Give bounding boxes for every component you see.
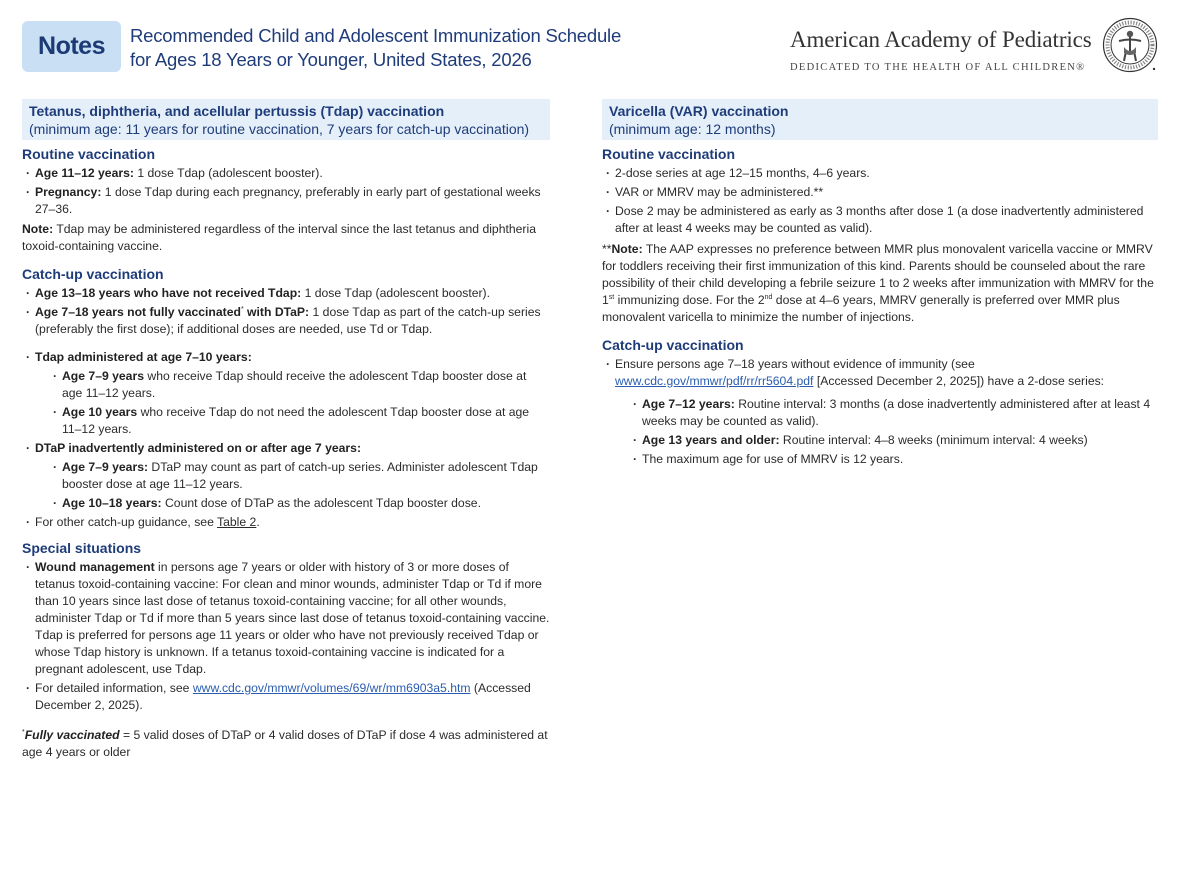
notes-badge: Notes [22,21,121,72]
list-item: · VAR or MMRV may be administered.** [602,184,1158,201]
group-label: Tdap administered at age 7–10 years: [35,350,252,364]
list-item [49,404,550,438]
list-item [49,459,550,493]
item-label: Wound management [35,560,155,574]
ordinal-suffix: nd [764,293,773,301]
item-label: Age 11–12 years: [35,166,134,180]
footnote-marker: * [22,728,25,736]
note-label: Note: [22,222,54,236]
varicella-title: Varicella (VAR) vaccination [609,103,789,119]
varicella-section [602,99,1158,468]
cdc-rr5604-link[interactable]: www.cdc.gov/mmwr/pdf/rr/rr5604.pdf [615,374,814,388]
list-item [49,368,550,402]
item-text: in persons age 7 years or older with history of 3 or more doses of tetanus toxoid-containing vaccine: For clean and minor wounds, administer Tdap or Td if more than 10 years since last dose of tetanus toxoid-containing vaccine; for all other wounds, administer Tdap or Td if more than 5 years since last dose of tetanus toxoid-containing vaccine. Tdap is preferred for persons age 11 years or older who have not previously received Tdap or whose Tdap history is unknown. If a tetanus toxoid-containing vaccine is indicated for a pregnant adolescent, use Tdap. [35,560,550,676]
tdap-catchup-groups [22,349,550,531]
tdap-subtitle: (minimum age: 11 years for routine vaccination, 7 years for catch-up vaccination) [29,121,530,137]
list-item [22,349,550,438]
list-item [22,680,550,714]
item-text: [Accessed December 2, 2025]) have a 2-dose series: [813,374,1105,388]
item-text: . [256,515,260,529]
item-text: For detailed information, see [35,681,193,695]
item-text: 1 dose Tdap (adolescent booster). [133,166,323,180]
list-item: · Dose 2 may be administered as early as 3 months after dose 1 (a dose inadvertently administered after at least 4 weeks may be counted as valid). [602,203,1158,237]
item-label: Age 13 years and older: [642,433,780,447]
item-text: DTaP may count as part of catch-up series. Administer adolescent Tdap booster dose at age 11–12 years. [62,460,538,491]
item-label: Age 7–9 years [62,369,144,383]
footnote-label: Fully vaccinated [24,728,120,742]
item-text: 1 dose Tdap as part of the catch-up series (preferably the first dose); if additional doses are needed, use Td or Tdap. [35,305,541,336]
list-item [22,440,550,512]
nested-list [629,396,1158,468]
table-2-link[interactable]: Table 2 [217,515,257,529]
list-item [22,514,550,531]
item-text: who receive Tdap do not need the adolescent Tdap booster dose at age 11–12 years. [62,405,530,436]
list-item [629,396,1158,430]
tdap-routine-heading: Routine vaccination [22,146,156,162]
title-line-1: Recommended Child and Adolescent Immunization Schedule [130,25,622,46]
document-title [130,24,621,72]
note-text: The AAP expresses no preference between MMR plus monovalent varicella vaccine or MMRV for toddlers receiving their first immunization of this kind. Parents should be counseled about the rare possibility of their child developing a febrile seizure 1 to 2 weeks after immunization with MMRV for the 1 [602,242,1154,307]
org-tagline: DEDICATED TO THE HEALTH OF ALL CHILDREN® [790,62,1086,73]
item-text: who receive Tdap should receive the adolescent Tdap booster dose at age 11–12 years. [62,369,527,400]
item-label: Age 10–18 years: [62,496,162,510]
list-item [22,285,550,302]
list-item: · 2-dose series at age 12–15 months, 4–6 years. [602,165,1158,182]
tdap-footnote [22,727,550,761]
footnote-marker: ** [602,242,612,256]
group-label: DTaP inadvertently administered on or after age 7 years: [35,441,362,455]
tdap-routine-note [22,221,550,255]
tdap-routine-list [22,165,550,218]
item-label: with DTaP: [243,305,310,319]
list-item [629,451,1158,468]
cdc-mmwr-link[interactable]: www.cdc.gov/mmwr/volumes/69/wr/mm6903a5.htm [192,681,471,695]
list-item [22,165,550,182]
tdap-catchup-list [22,285,550,338]
varicella-catchup-heading: Catch-up vaccination [602,337,744,353]
item-text: 1 dose Tdap during each pregnancy, preferably in early part of gestational weeks 27–36. [35,185,541,216]
item-text: The maximum age for use of MMRV is 12 years. [642,452,904,466]
item-text: (Accessed December 2, 2025). [35,681,531,712]
title-line-2: for Ages 18 Years or Younger, United States, 2026 [130,49,532,70]
tdap-section-header [22,99,550,140]
footnote-marker: * [240,305,244,313]
varicella-catchup-list [602,356,1158,468]
list-item [602,356,1158,468]
nested-list [49,368,550,438]
list-item [49,495,550,512]
note-text: dose at 4–6 years, MMRV generally is preferred over MMR plus monovalent varicella to minimize the number of injections. [602,293,1120,324]
item-label: Age 7–9 years: [62,460,149,474]
varicella-routine-list [602,165,1158,237]
item-label: Age 13–18 years who have not received Tdap: [35,286,302,300]
tdap-section [22,99,550,761]
list-item [629,432,1158,449]
note-text: immunizing dose. For the 2 [614,293,765,307]
list-item [22,559,550,678]
tdap-catchup-heading: Catch-up vaccination [22,266,164,282]
item-text: For other catch-up guidance, see [35,515,218,529]
org-name: American Academy of Pediatrics [790,27,1092,52]
item-label: Age 10 years [62,405,138,419]
list-item [22,304,550,338]
tdap-special-list [22,559,550,714]
tdap-special-heading: Special situations [22,540,142,556]
list-item [22,184,550,218]
note-text: Tdap may be administered regardless of the interval since the last tetanus and diphtheria toxoid-containing vaccine. [22,222,536,253]
varicella-section-header [602,99,1158,140]
varicella-subtitle: (minimum age: 12 months) [609,121,776,137]
item-text: Routine interval: 4–8 weeks (minimum interval: 4 weeks) [779,433,1088,447]
nested-list [49,459,550,512]
page-header [0,0,1181,90]
item-label: Age 7–12 years: [642,397,735,411]
ordinal-suffix: st [608,293,615,301]
item-text: Routine interval: 3 months (a dose inadvertently administered after at least 4 weeks may be counted as valid). [642,397,1151,428]
footnote-text: = 5 valid doses of DTaP or 4 valid doses of DTaP if dose 4 was administered at age 4 years or older [22,728,548,759]
varicella-note [602,241,1158,326]
tdap-title: Tetanus, diphtheria, and acellular pertussis (Tdap) vaccination [29,103,445,119]
aap-seal-icon [1102,17,1158,73]
item-label: Pregnancy: [35,185,102,199]
varicella-routine-heading: Routine vaccination [602,146,736,162]
item-text: Count dose of DTaP as the adolescent Tdap booster dose. [161,496,481,510]
item-text: 1 dose Tdap (adolescent booster). [301,286,491,300]
note-label: Note: [611,242,643,256]
item-text: Ensure persons age 7–18 years without evidence of immunity (see [615,357,975,371]
item-label: Age 7–18 years not fully vaccinated [35,305,241,319]
